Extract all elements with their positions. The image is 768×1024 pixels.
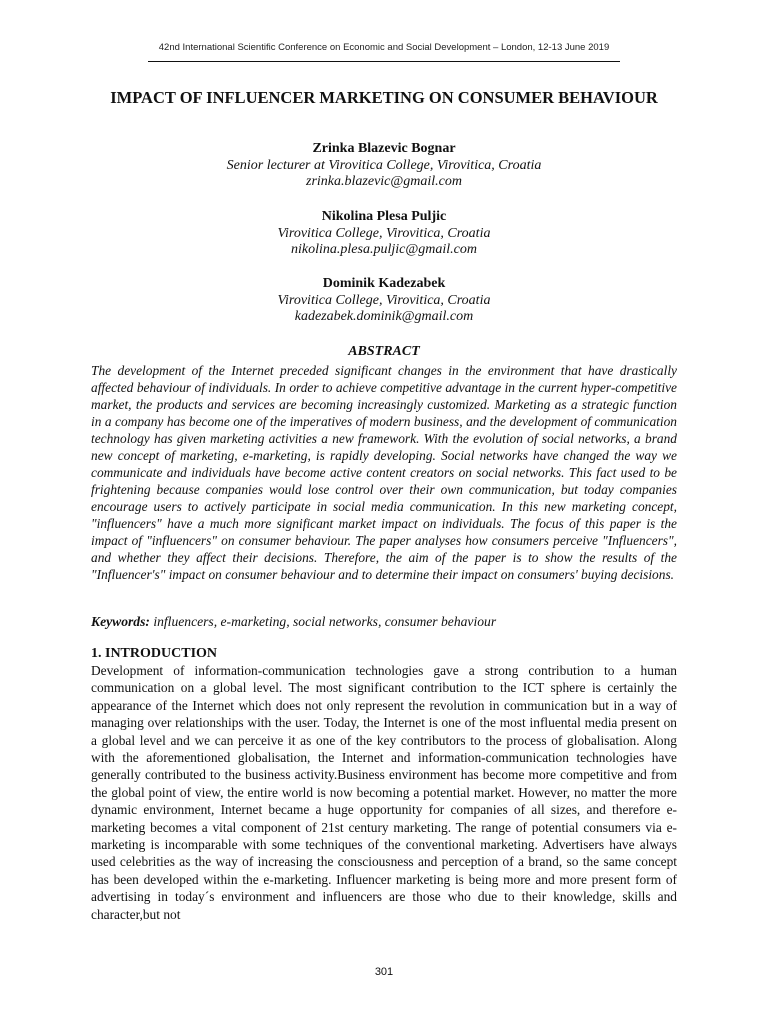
author-email: nikolina.plesa.puljic@gmail.com [291,242,477,257]
author-affiliation: Senior lecturer at Virovitica College, Virovitica, Croatia [226,157,542,173]
introduction-paragraph: Development of information-communication technologies gave a strong contribution to a human communication on a global level. The most significant contribution to the ICT sphere is certainly the appearance of the Internet which does not only represent the revolution in communication but in a way of managing over relationships with the user. Today, the Internet is one of the most influental media present on a global level and we can perceive it as one of the key contributors to the process of globalisation. Along with the aforementioned globalisation, the Internet and information-communication technologies have generally contributed to the business activity.Business environment has become more competitive and from the global point of view, the entire world is now becoming a potential market. However, no matter the more dynamic environment, Internet became a huge opportunity for companies of all sizes, and therefore e-marketing becomes a vital component of 21st century marketing. The range of potential consumers via e-marketing is incomparable with some techniques of the conventional marketing. Advertisers have always used celebrities as the way of increasing the consciousness and perception of a brand, so the same concept has been developed within the e-marketing. Influencer marketing is being more and more present form of advertising in today´s environment and influencers are those who due to their knowledge, skills and character,but not [91,663,677,922]
keywords-line [91,613,677,630]
section-heading-introduction: 1. INTRODUCTION [91,646,218,661]
running-head: 42nd International Scientific Conference on Economic and Social Development – London, 12-13 June 2019 [158,42,610,53]
author-block [90,209,678,259]
page-number: 301 [374,966,394,978]
paper-title: IMPACT OF INFLUENCER MARKETING ON CONSUMER BEHAVIOUR [110,88,658,107]
author-name: Nikolina Plesa Puljic [321,209,447,224]
author-name: Zrinka Blazevic Bognar [312,141,456,156]
author-email: zrinka.blazevic@gmail.com [306,174,462,189]
author-name: Dominik Kadezabek [322,276,446,291]
keywords-text: influencers, e-marketing, social networks, consumer behaviour [153,614,497,629]
author-affiliation: Virovitica College, Virovitica, Croatia [277,292,491,308]
author-block [90,141,678,191]
keywords-label: Keywords: [91,614,150,629]
author-affiliation: Virovitica College, Virovitica, Croatia [277,225,491,241]
abstract-heading: ABSTRACT [348,344,420,359]
header-rule [148,61,620,62]
abstract-text: The development of the Internet preceded significant changes in the environment that have drastically affected behaviour of individuals. In order to achieve competitive advantage in the current hyper-competitive market, the products and services are becoming increasingly customized. Marketing as a strategic function in a company has become one of the imperatives of modern business, and the development of communication technology has given marketing activities a new framework. With the evolution of social networks, a brand new concept of marketing, e-marketing, is rapidly developing. Social networks have changed the way we communicate and individuals have become active content creators on social networks. This fact used to be frightening because companies would lose control over their own communication, but today companies encourage users to actively participate in social media communication. In this new marketing concept, "influencers" have a much more significant market impact on individuals. The focus of this paper is the impact of "influencers" on consumer behaviour. The paper analyses how consumers perceive "Influencers", and whether they affect their decisions. Therefore, the aim of the paper is to show the results of the "Influencer's" impact on consumer behaviour and to determine their impact on consumers' buying decisions. [91,363,677,582]
author-block [90,276,678,326]
author-email: kadezabek.dominik@gmail.com [294,309,474,324]
